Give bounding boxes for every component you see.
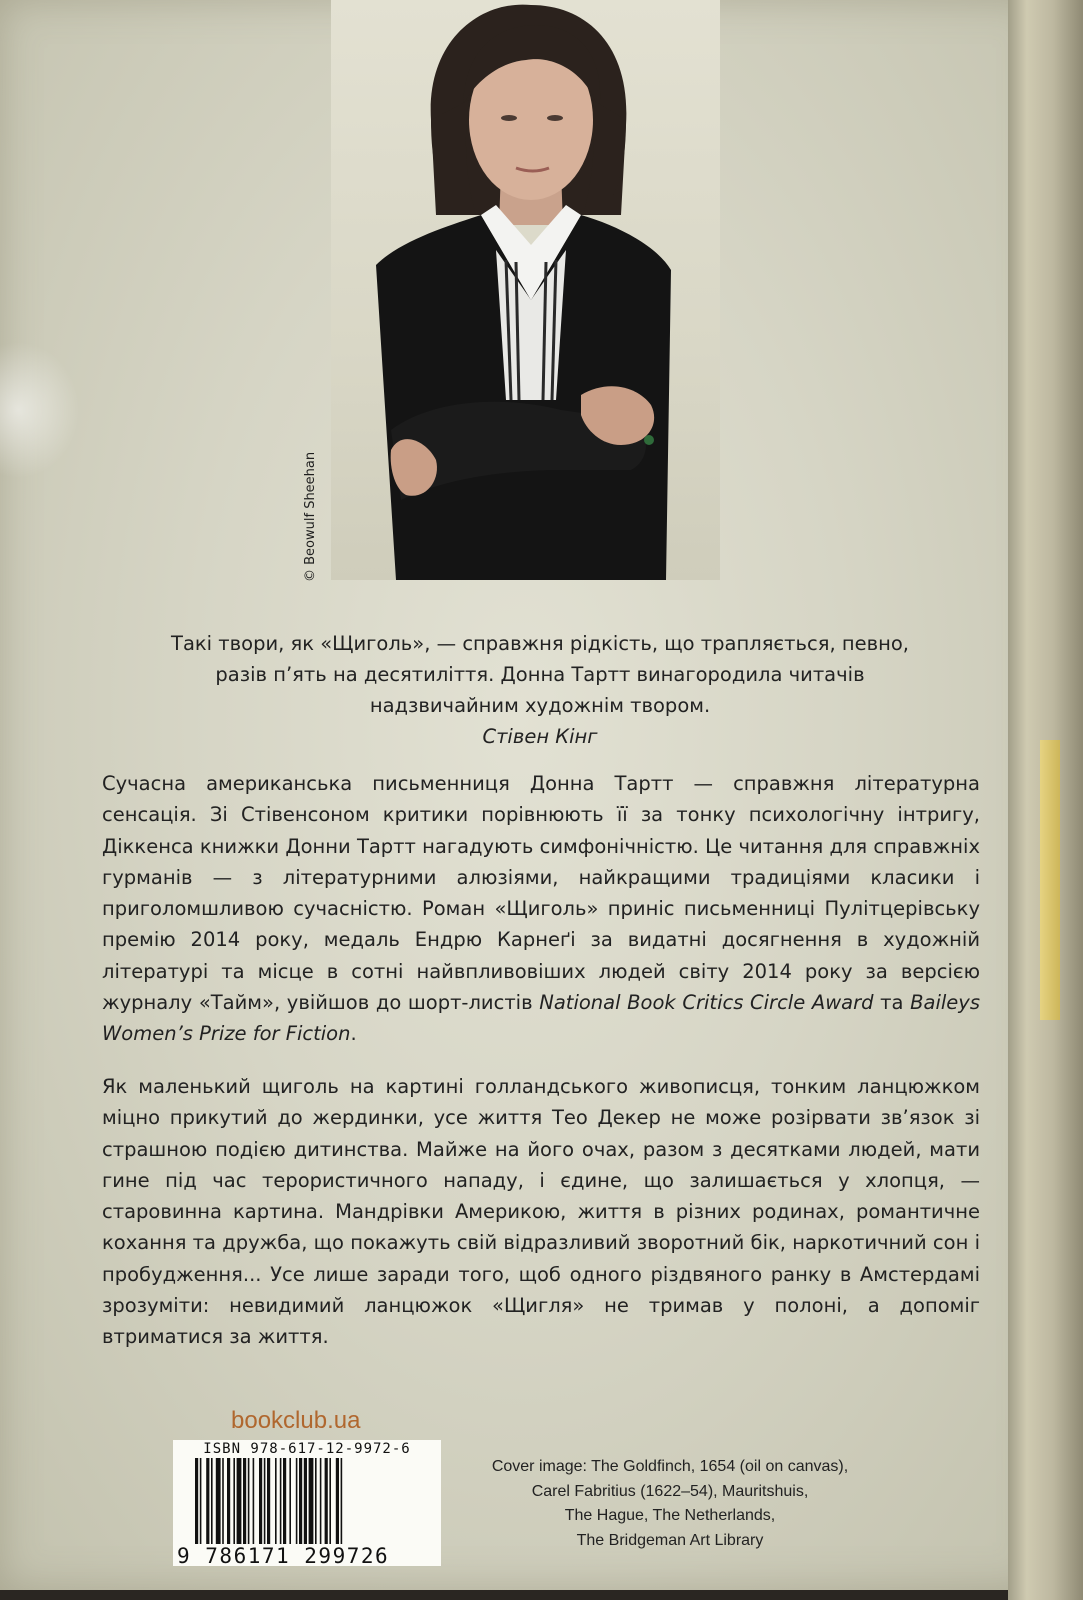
publisher-website: bookclub.ua [231, 1407, 361, 1434]
para1-connector: та [873, 991, 911, 1015]
cover-credit-line: The Hague, The Netherlands, [564, 1507, 776, 1524]
quote-author: Стівен Кінг [482, 725, 598, 748]
author-photo [331, 0, 720, 580]
description-paragraph-1 [102, 768, 980, 1050]
spine-tape [1040, 740, 1060, 1020]
para1-text: Сучасна американська письменниця Донна Тартт — справжня літературна сенсація. Зі Стівенсоном критики порівнюють її за тонку психологічну інтригу, Діккенса книжки Донни Тартт нагадують симфонічністю. Це читання для справжніх гурманів — з літературними алюзіями, найкращими традиціями класики і приголомшливою сучасністю. Роман «Щиголь» приніс письменниці Пулітцерівську премію 2014 року, медаль Ендрю Карнеґі за видатні досягнення в художній літературі та місце в сотні найвпливовіших людей світу 2014 року за версією журналу «Тайм», увійшов до шорт-листів [102, 772, 980, 1015]
barcode-bars-icon [195, 1458, 419, 1544]
cover-credit-line: Carel Fabritius (1622–54), Mauritshuis, [531, 1482, 809, 1500]
description-paragraph-2: Як маленький щиголь на картині голландського живописця, тонким ланцюжком міцно прикутий до жердинки, усе життя Тео Декер не може розірвати зв’язок зі страшною подією дитинства. Майже на його очах, разом з десятками людей, мати гине під час терористичного нападу, і єдине, що залишається у хлопця, — старовинна картина. Мандрівки Америкою, життя в різних родинах, романтичне кохання та дружба, що покажуть свій відразливий зворотний бік, наркотичний сон і пробудження... Усе лише заради того, щоб одного різдвяного ранку в Амстердамі зрозуміти: невидимий ланцюжок «Щигля» не тримав у полоні, а допоміг втриматися за життя. [102, 1075, 980, 1349]
photo-credit: © Beowulf Sheehan [303, 451, 318, 582]
isbn-label: ISBN 978-617-12-9972-6 [203, 1441, 411, 1457]
award-name: Baileys Women’s Prize for Fiction [102, 991, 980, 1046]
ean-number: 9 786171 299726 [177, 1544, 390, 1568]
quote-line: разів п’ять на десятиліття. Донна Тартт винагородила читачів [215, 663, 865, 686]
endorsement-quote [120, 628, 960, 752]
quote-line: Такі твори, як «Щиголь», — справжня рідкість, що трапляється, певно, [171, 632, 909, 655]
cover-credit-line: The Bridgeman Art Library [576, 1531, 764, 1549]
cover-credit-line: Cover image: The Goldfinch, 1654 (oil on canvas), [491, 1458, 849, 1475]
award-name: National Book Critics Circle Award [539, 991, 874, 1015]
quote-line: надзвичайним художнім твором. [369, 694, 711, 717]
author-portrait-illustration [331, 0, 720, 580]
cover-image-credit [460, 1455, 880, 1553]
para1-end: . [350, 1022, 357, 1046]
cover-crease [0, 330, 90, 490]
barcode [173, 1440, 441, 1566]
